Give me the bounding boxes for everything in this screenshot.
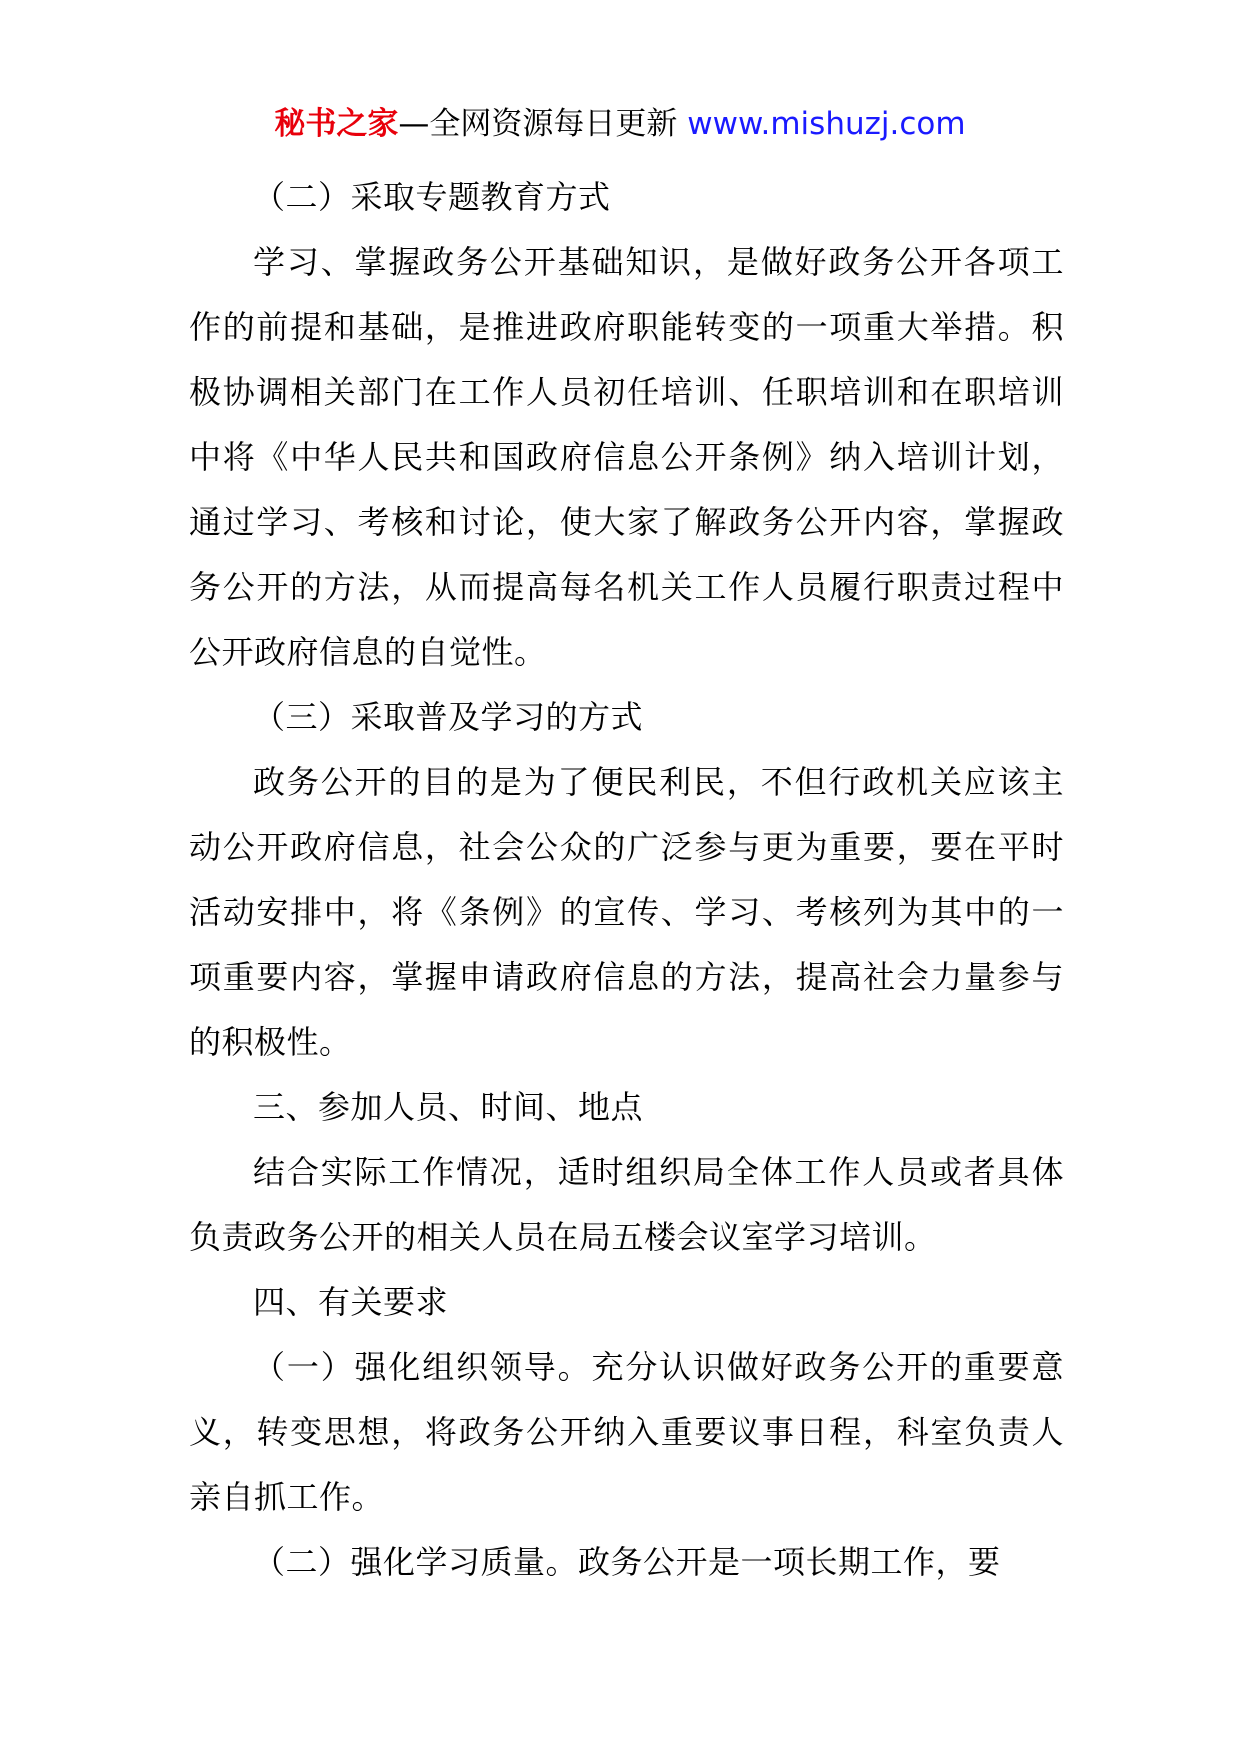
section-heading: （三）采取普及学习的方式 xyxy=(253,698,644,736)
brand-name: 秘书之家 xyxy=(274,106,399,142)
site-url-link[interactable]: www.mishuzj.com xyxy=(687,106,966,142)
body-paragraph: 学习、掌握政务公开基础知识，是做好政务公开各项工作的前提和基础，是推进政府职能转变的一项重大举措。积极协调相关部门在工作人员初任培训、任职培训和在职培训中将《中华人民共和国政府信息公开条例》纳入培训计划，通过学习、考核和讨论，使大家了解政务公开内容，掌握政务公开的方法，从而提高每名机关工作人员履行职责过程中公开政府信息的自觉性。 xyxy=(189,243,1064,671)
body-paragraph: （二）强化学习质量。政务公开是一项长期工作，要 xyxy=(253,1543,1001,1581)
body-paragraph: 结合实际工作情况，适时组织局全体工作人员或者具体负责政务公开的相关人员在局五楼会议室学习培训。 xyxy=(189,1153,1064,1256)
document-body xyxy=(189,165,1064,1595)
section-heading: 三、参加人员、时间、地点 xyxy=(253,1088,644,1126)
body-paragraph: （一）强化组织领导。充分认识做好政务公开的重要意义，转变思想，将政务公开纳入重要议事日程，科室负责人亲自抓工作。 xyxy=(189,1348,1064,1516)
section-heading: （二）采取专题教育方式 xyxy=(253,178,611,216)
body-paragraph: 政务公开的目的是为了便民利民，不但行政机关应该主动公开政府信息，社会公众的广泛参与更为重要，要在平时活动安排中，将《条例》的宣传、学习、考核列为其中的一项重要内容，掌握申请政府信息的方法，提高社会力量参与的积极性。 xyxy=(189,763,1064,1061)
section-heading: 四、有关要求 xyxy=(253,1283,449,1321)
header-slogan: —全网资源每日更新 xyxy=(398,106,688,142)
page-header xyxy=(0,104,1240,144)
